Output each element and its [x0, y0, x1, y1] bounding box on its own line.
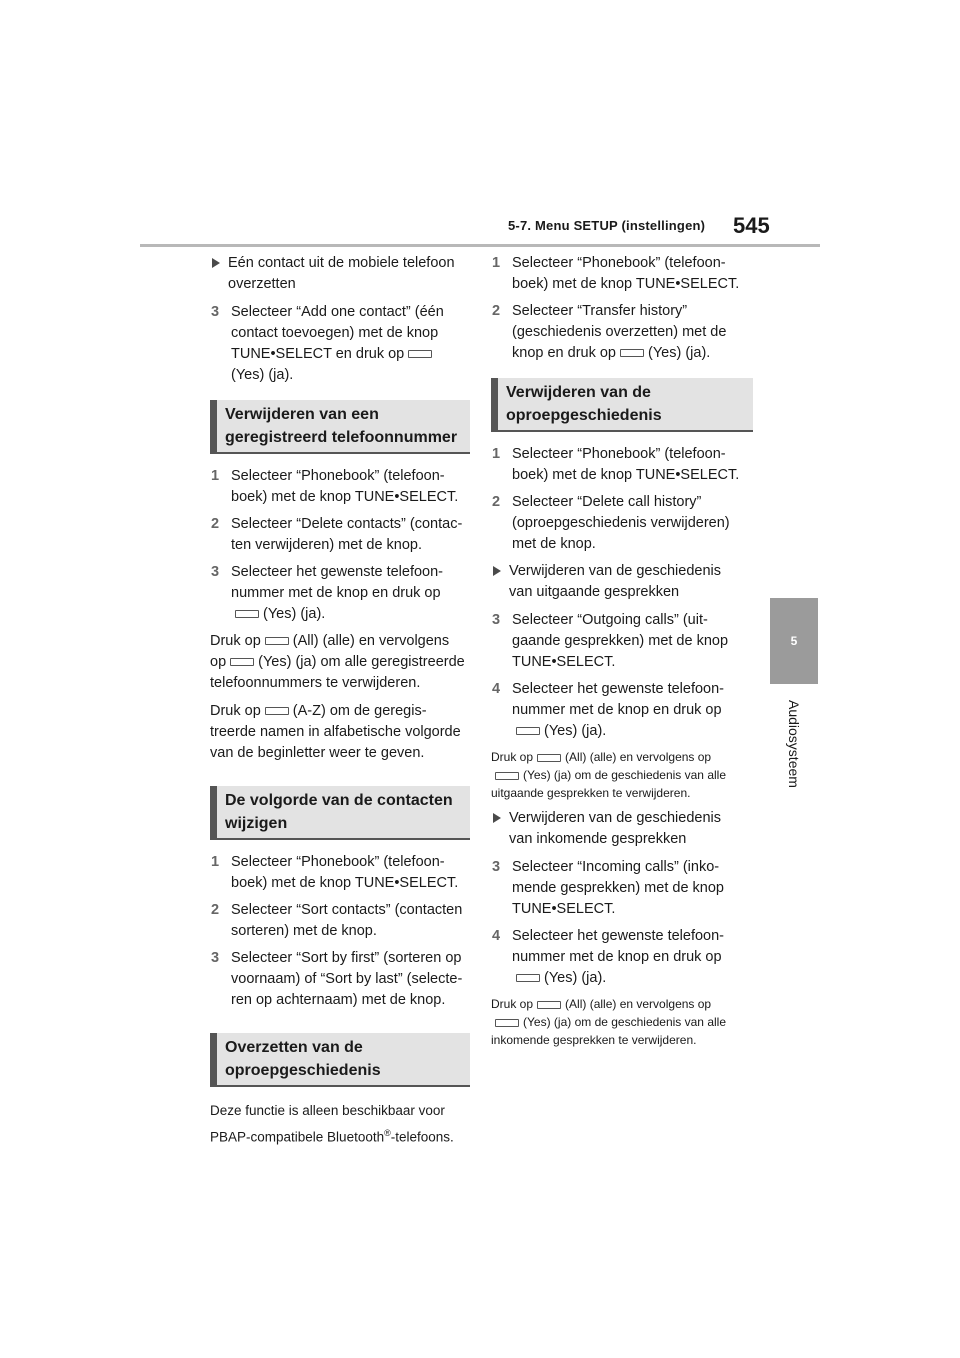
step-item: 4 Selecteer het gewenste telefoon- nummer met de knop en druk op (Yes) (ja).: [492, 681, 724, 739]
step-number: 2: [211, 516, 220, 532]
section-heading: Verwijderen van de oproepgeschiedenis: [491, 378, 753, 432]
step-number: 2: [492, 494, 501, 510]
section-heading: De volgorde van de contacten wijzigen: [210, 786, 470, 840]
step-number: 2: [492, 303, 501, 319]
step-number: 4: [492, 928, 501, 944]
step-number: 3: [211, 950, 220, 966]
section-title: 5-7. Menu SETUP (instellingen): [508, 218, 706, 233]
step-item: 4 Selecteer het gewenste telefoon- nummer met de knop en druk op (Yes) (ja).: [492, 928, 724, 986]
section-heading: Overzetten van de oproepgeschiedenis: [210, 1033, 470, 1087]
step-item: 3 Selecteer “Incoming calls” (inko- mende gesprekken) met de knop TUNE•SELECT.: [492, 859, 724, 917]
step-number: 1: [211, 468, 220, 484]
header-divider: [140, 244, 820, 247]
note-paragraph: Druk op (All) (alle) en vervolgens op (Yes) (ja) om de geschiedenis van alle uitgaande gesprekken te verwijderen.: [491, 750, 726, 800]
paragraph: Deze functie is alleen beschikbaar voor PBAP-compatibele Bluetooth®-telefoons.: [210, 1103, 454, 1145]
paragraph: Druk op (A-Z) om de geregis- treerde namen in alfabetische volgorde van de beginletter weer te geven.: [210, 703, 461, 761]
paragraph: Druk op (All) (alle) en vervolgens op (Yes) (ja) om alle geregistreerde telefoonnummers te verwijderen.: [210, 633, 465, 691]
step-item: 3 Selecteer “Add one contact” (één contact toevoegen) met de knop TUNE•SELECT en druk op (Yes) (ja).: [211, 304, 444, 383]
step-number: 3: [211, 304, 220, 320]
step-item: 1 Selecteer “Phonebook” (telefoon- boek) met de knop TUNE•SELECT.: [211, 468, 459, 505]
step-item: 2 Selecteer “Sort contacts” (contacten sorteren) met de knop.: [211, 902, 463, 939]
step-item: 1 Selecteer “Phonebook” (telefoon- boek) met de knop TUNE•SELECT.: [211, 854, 459, 891]
step-item: 2 Selecteer “Delete contacts” (contac- ten verwijderen) met de knop.: [211, 516, 463, 553]
button-icon: [537, 754, 561, 762]
step-item: 2 Selecteer “Delete call history” (oproepgeschiedenis verwijderen) met de knop.: [492, 494, 730, 552]
button-icon: [537, 1001, 561, 1009]
button-icon: [230, 658, 254, 666]
step-item: 3 Selecteer “Outgoing calls” (uit- gaande gesprekken) met de knop TUNE•SELECT.: [492, 612, 729, 670]
button-icon: [620, 349, 644, 357]
triangle-bullet-icon: [493, 813, 501, 823]
button-icon: [516, 974, 540, 982]
step-item: 2 Selecteer “Transfer history” (geschiedenis overzetten) met de knop en druk op (Yes) (ja).: [492, 303, 727, 361]
step-item: 1 Selecteer “Phonebook” (telefoon- boek) met de knop TUNE•SELECT.: [492, 446, 740, 483]
step-number: 1: [211, 854, 220, 870]
step-number: 2: [211, 902, 220, 918]
section-heading: Verwijderen van een geregistreerd telefoonnummer: [210, 400, 470, 454]
step-number: 1: [492, 255, 501, 271]
left-column: [210, 253, 470, 1156]
step-number: 3: [211, 564, 220, 580]
button-icon: [516, 727, 540, 735]
button-icon: [235, 610, 259, 618]
bullet-item: Eén contact uit de mobiele telefoon overzetten: [210, 253, 470, 295]
chapter-number-tab: 5: [770, 598, 818, 684]
step-item: 3 Selecteer “Sort by first” (sorteren op voornaam) of “Sort by last” (selecte- ren op achternaam) met de knop.: [211, 950, 463, 1008]
triangle-bullet-icon: [212, 258, 220, 268]
right-column: [491, 253, 753, 1055]
button-icon: [408, 350, 432, 358]
chapter-label: [768, 700, 820, 810]
button-icon: [495, 772, 519, 780]
button-icon: [265, 637, 289, 645]
button-icon: [495, 1019, 519, 1027]
triangle-bullet-icon: [493, 566, 501, 576]
step-number: 1: [492, 446, 501, 462]
button-icon: [265, 707, 289, 715]
note-paragraph: Druk op (All) (alle) en vervolgens op (Yes) (ja) om de geschiedenis van alle inkomende gesprekken te verwijderen.: [491, 997, 726, 1047]
page-number: 545: [733, 213, 770, 238]
step-item: 3 Selecteer het gewenste telefoon- nummer met de knop en druk op (Yes) (ja).: [211, 564, 443, 622]
bullet-item: Verwijderen van de geschiedenis van inkomende gesprekken: [491, 808, 753, 850]
bullet-item: Verwijderen van de geschiedenis van uitgaande gesprekken: [491, 561, 753, 603]
step-number: 3: [492, 859, 501, 875]
step-number: 4: [492, 681, 501, 697]
step-number: 3: [492, 612, 501, 628]
chapter-label-text: Audiosysteem: [786, 700, 802, 788]
step-item: 1 Selecteer “Phonebook” (telefoon- boek) met de knop TUNE•SELECT.: [492, 255, 740, 292]
